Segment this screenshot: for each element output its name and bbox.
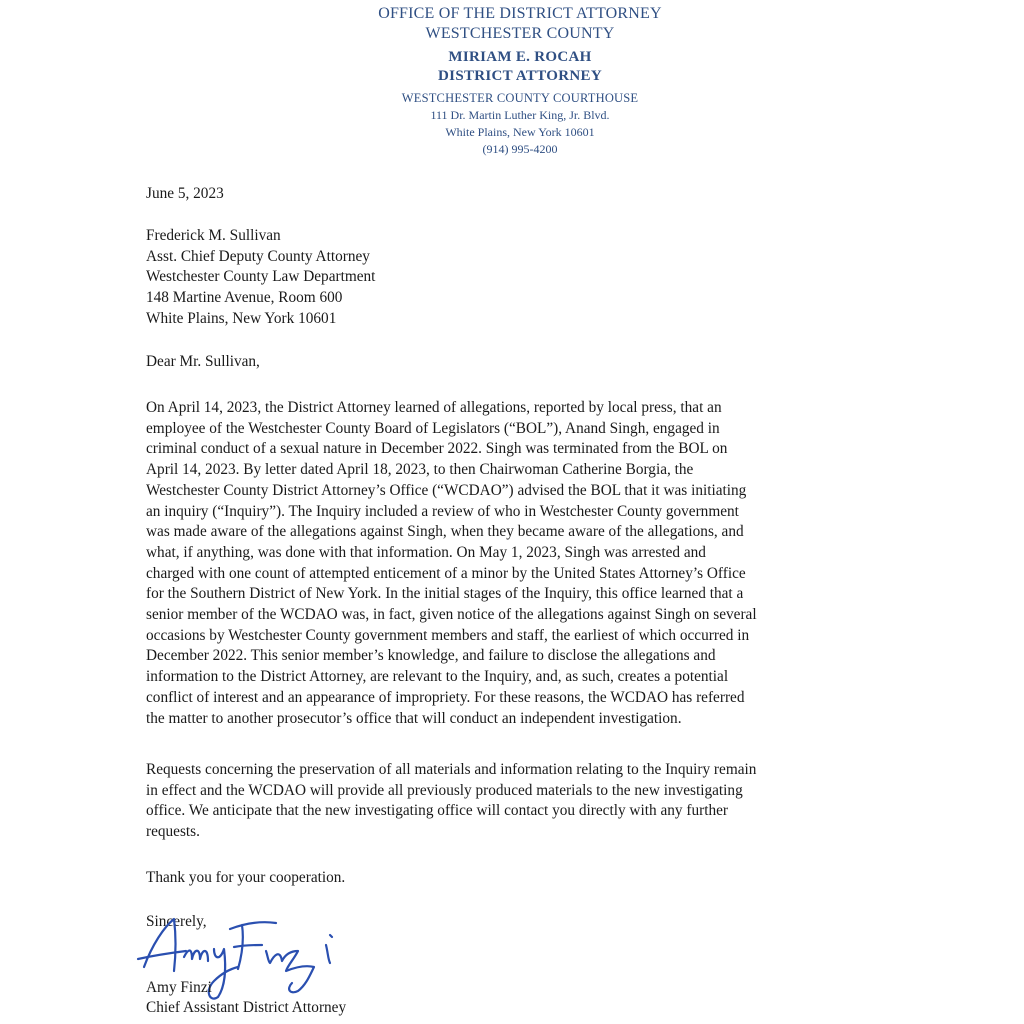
letter-date: June 5, 2023 <box>146 185 224 202</box>
paragraph-line: office. We anticipate that the new investigating office will contact you directly with any further <box>146 802 728 820</box>
recipient-street: 148 Martine Avenue, Room 600 <box>146 289 343 307</box>
paragraph-line: senior member of the WCDAO was, in fact, given notice of the allegations against Singh on several <box>146 606 757 624</box>
paragraph-line: employee of the Westchester County Board of Legislators (“BOL”), Anand Singh, engaged in <box>146 419 720 437</box>
letterhead-office: OFFICE OF THE DISTRICT ATTORNEY <box>378 5 662 22</box>
paragraph-line: in effect and the WCDAO will provide all previously produced materials to the new investigating <box>146 781 743 799</box>
paragraph-line: December 2022. This senior member’s knowledge, and failure to disclose the allegations and <box>146 647 716 665</box>
paragraph-line: April 14, 2023. By letter dated April 18, 2023, to then Chairwoman Catherine Borgia, the <box>146 461 694 479</box>
paragraph-line: an inquiry (“Inquiry”). The Inquiry included a review of who in Westchester County government <box>146 502 739 520</box>
letterhead-phone: (914) 995-4200 <box>482 142 558 156</box>
letterhead-city: White Plains, New York 10601 <box>445 125 595 139</box>
letterhead-da-name: MIRIAM E. ROCAH <box>448 49 592 65</box>
paragraph-line: Requests concerning the preservation of all materials and information relating to the Inquiry remain <box>146 761 757 778</box>
closing: Sincerely, <box>146 913 207 930</box>
recipient-city: White Plains, New York 10601 <box>146 309 337 327</box>
salutation: Dear Mr. Sullivan, <box>146 353 260 370</box>
paragraph-line: was made aware of the allegations against Singh, when they became aware of the allegations, and <box>146 523 744 541</box>
paragraph-line: Westchester County District Attorney’s Office (“WCDAO”) advised the BOL that it was initiating <box>146 481 747 499</box>
paragraph-1 <box>146 398 886 729</box>
paragraph-line: occasions by Westchester County government members and staff, the earliest of which occurred in <box>146 626 750 644</box>
thanks-line: Thank you for your cooperation. <box>146 869 346 886</box>
signer-name: Amy Finzi <box>146 979 212 996</box>
paragraph-line: criminal conduct of a sexual nature in December 2022. Singh was terminated from the BOL on <box>146 440 728 458</box>
paragraph-line: what, if anything, was done with that information. On May 1, 2023, Singh was arrested and <box>146 543 706 561</box>
paragraph-2 <box>146 760 886 843</box>
paragraph-line: conflict of interest and an appearance of impropriety. For these reasons, the WCDAO has referred <box>146 688 745 706</box>
paragraph-line: On April 14, 2023, the District Attorney learned of allegations, reported by local press, that an <box>146 399 722 416</box>
recipient-name: Frederick M. Sullivan <box>146 227 281 244</box>
paragraph-line: charged with one count of attempted enticement of a minor by the United States Attorney’s Office <box>146 564 746 582</box>
recipient-block <box>146 226 886 330</box>
paragraph-line: information to the District Attorney, are relevant to the Inquiry, and, as such, creates a potential <box>146 668 729 686</box>
letterhead-street: 111 Dr. Martin Luther King, Jr. Blvd. <box>430 108 610 122</box>
letterhead <box>0 4 1024 158</box>
letterhead-courthouse: WESTCHESTER COUNTY COURTHOUSE <box>401 91 639 105</box>
paragraph-line: the matter to another prosecutor’s office that will conduct an independent investigation. <box>146 709 682 727</box>
letterhead-da-title: DISTRICT ATTORNEY <box>438 68 602 84</box>
paragraph-line: requests. <box>146 823 200 841</box>
recipient-department: Westchester County Law Department <box>146 268 376 286</box>
paragraph-line: for the Southern District of New York. In the initial stages of the Inquiry, this office learned that a <box>146 585 744 603</box>
letterhead-county: WESTCHESTER COUNTY <box>425 25 615 42</box>
recipient-title: Asst. Chief Deputy County Attorney <box>146 247 370 265</box>
signer-title: Chief Assistant District Attorney <box>146 999 347 1016</box>
